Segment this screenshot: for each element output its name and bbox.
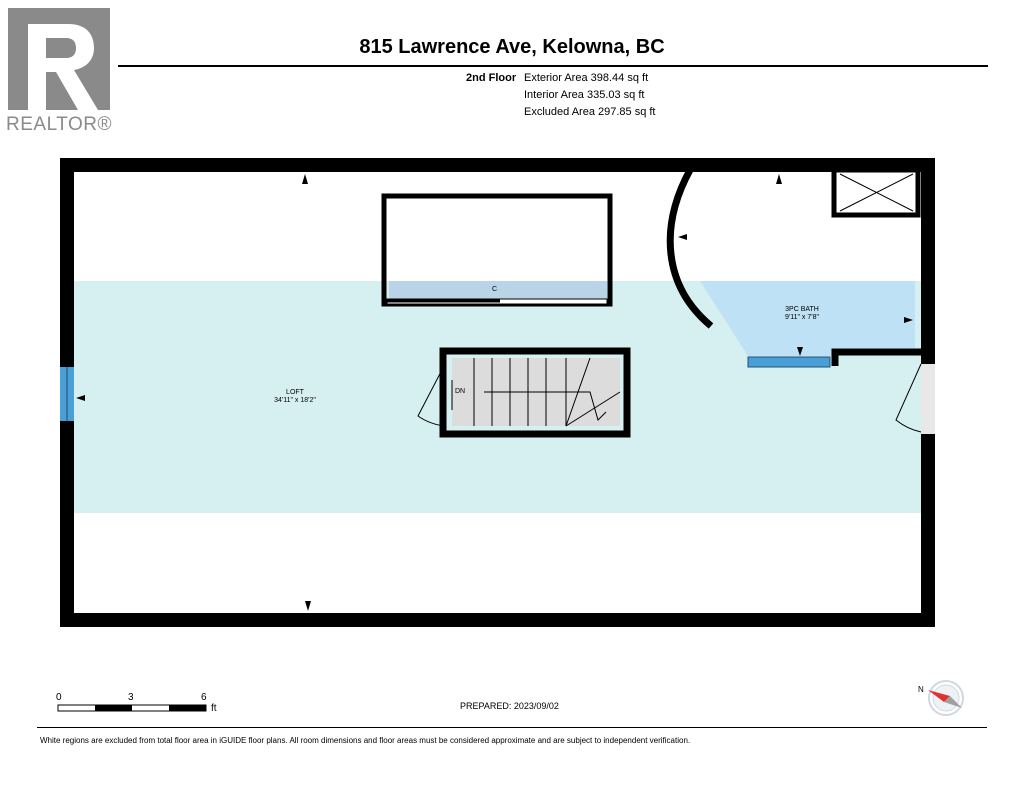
closet-label: C <box>492 286 498 293</box>
loft-dimensions: 34'11" x 18'2" <box>274 397 316 404</box>
east-door-opening <box>921 364 935 434</box>
excluded-area: Excluded Area 297.85 sq ft <box>524 106 656 118</box>
scale-unit: ft <box>211 703 217 714</box>
floor-label: 2nd Floor <box>466 72 517 84</box>
bath-window <box>748 357 830 367</box>
stairs-down-label: DN <box>455 388 466 395</box>
loft-label <box>260 389 330 405</box>
realtor-logo-text: REALTOR® <box>6 114 112 135</box>
scale-label-0: 0 <box>56 692 62 703</box>
compass-icon <box>928 681 963 715</box>
disclaimer-text: White regions are excluded from total floor area in iGUIDE floor plans. All room dimensions and floor areas must be considered approximate and are subject to independent verification. <box>40 736 691 745</box>
compass-north-label: N <box>918 685 924 694</box>
exterior-area: Exterior Area 398.44 sq ft <box>524 72 649 84</box>
closet-fill <box>389 281 607 299</box>
bath-dimensions: 9'11" x 7'8" <box>785 314 819 321</box>
interior-area: Interior Area 335.03 sq ft <box>524 89 645 101</box>
footer-divider <box>37 727 987 728</box>
bath-label <box>762 306 842 322</box>
page-title: 815 Lawrence Ave, Kelowna, BC <box>359 36 665 58</box>
skylight <box>834 170 918 215</box>
scale-bar <box>58 705 206 711</box>
bath-name: 3PC BATH <box>785 306 819 313</box>
loft-name: LOFT <box>286 389 304 396</box>
prepared-date: PREPARED: 2023/09/02 <box>460 701 559 711</box>
scale-label-3: 3 <box>128 692 134 703</box>
scale-label-6: 6 <box>201 692 207 703</box>
